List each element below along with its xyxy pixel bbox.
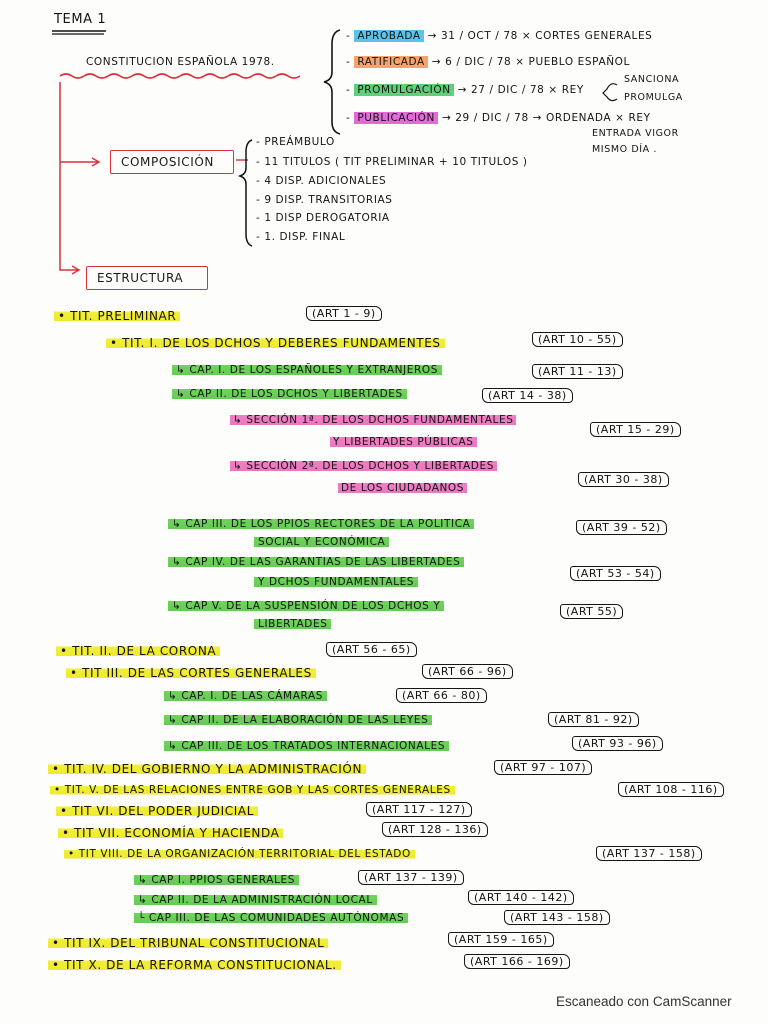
composicion-item-5: - 1 DISP DEROGATORIA — [256, 212, 390, 224]
art-t8-cap2: (ART 140 - 142) — [468, 890, 574, 905]
tit-1-cap-3-line-1 — [168, 518, 474, 530]
art-tit-preliminar: (ART 1 - 9) — [306, 306, 382, 321]
tit-8-cap-3-text: └ CAP III. DE LAS COMUNIDADES AUTÓNOMAS — [134, 912, 408, 924]
label-publicacion: PUBLICACIÓN — [354, 112, 438, 124]
brace-composicion — [240, 140, 252, 246]
tit-8-cap-3 — [134, 912, 408, 924]
art-t3-cap3: (ART 93 - 96) — [572, 736, 663, 751]
tit-1 — [106, 336, 445, 350]
art-tit-9: (ART 159 - 165) — [448, 932, 554, 947]
tit-8-cap-2 — [134, 894, 377, 906]
seccion-2-line-2 — [338, 482, 467, 494]
seccion-2-text-1: ↳ SECCIÓN 2ª. DE LOS DCHOS Y LIBERTADES — [230, 460, 497, 472]
tit-4 — [48, 762, 366, 776]
text-publicacion: → 29 / DIC / 78 → ORDENADA × REY — [441, 112, 651, 124]
art-tit-5: (ART 108 - 116) — [618, 782, 724, 797]
note-mismo-dia: MISMO DÍA . — [592, 144, 657, 155]
tema-title: TEMA 1 — [54, 12, 107, 27]
tit-8-cap-1-text: ↳ CAP I. PPIOS GENERALES — [134, 874, 299, 886]
composicion-item-4: - 9 DISP. TRANSITORIAS — [256, 194, 393, 206]
art-t1-cap3: (ART 39 - 52) — [576, 520, 667, 535]
camscanner-watermark: Escaneado con CamScanner — [556, 994, 732, 1009]
tit-1-cap-5-text-2: LIBERTADES — [254, 618, 331, 630]
tit-7 — [58, 826, 283, 840]
tit-6-text: • TIT VI. DEL PODER JUDICIAL — [56, 804, 258, 818]
tit-preliminar-text: • TIT. PRELIMINAR — [54, 309, 180, 323]
tit-1-cap-3-line-2 — [254, 536, 389, 548]
art-t1-cap5: (ART 55) — [560, 604, 623, 619]
tit-7-text: • TIT VII. ECONOMÍA Y HACIENDA — [58, 826, 283, 840]
tit-8-text: • TIT VIII. DE LA ORGANIZACIÓN TERRITORIAL DEL ESTADO — [64, 848, 415, 860]
art-seccion-1: (ART 15 - 29) — [590, 422, 681, 437]
tit-3-cap-3-text: ↳ CAP III. DE LOS TRATADOS INTERNACIONALES — [164, 740, 449, 752]
tit-10-text: • TIT X. DE LA REFORMA CONSTITUCIONAL. — [48, 958, 341, 972]
tit-preliminar — [54, 309, 180, 323]
art-seccion-2: (ART 30 - 38) — [578, 472, 669, 487]
seccion-1-text-1: ↳ SECCIÓN 1ª. DE LOS DCHOS FUNDAMENTALES — [230, 414, 516, 426]
composicion-label: COMPOSICIÓN — [121, 155, 214, 169]
fecha-ratificada: - RATIFICADA → 6 / DIC / 78 × PUEBLO ESPAÑOL — [346, 56, 630, 68]
tit-1-cap-4-text-1: ↳ CAP IV. DE LAS GARANTIAS DE LAS LIBERTADES — [168, 556, 464, 568]
tit-1-cap-2 — [172, 388, 407, 400]
art-tit-3: (ART 66 - 96) — [422, 664, 513, 679]
art-tit-1: (ART 10 - 55) — [532, 332, 623, 347]
art-tit-4: (ART 97 - 107) — [494, 760, 592, 775]
fecha-publicacion: - PUBLICACIÓN → 29 / DIC / 78 → ORDENADA × REY — [346, 112, 651, 124]
tit-3-cap-1 — [164, 690, 327, 702]
red-tree-line — [60, 82, 78, 270]
tit-1-cap-4-line-1 — [168, 556, 464, 568]
tit-1-cap-4-text-2: Y DCHOS FUNDAMENTALES — [254, 576, 418, 588]
estructura-box — [86, 266, 208, 290]
tit-1-cap-3-text-1: ↳ CAP III. DE LOS PPIOS RECTORES DE LA POLITICA — [168, 518, 474, 530]
art-t8-cap3: (ART 143 - 158) — [504, 910, 610, 925]
tit-10 — [48, 958, 341, 972]
seccion-2-line-1 — [230, 460, 497, 472]
fecha-aprobada: - APROBADA → 31 / OCT / 78 × CORTES GENERALES — [346, 30, 653, 42]
art-t3-cap1: (ART 66 - 80) — [396, 688, 487, 703]
tit-9 — [48, 936, 328, 950]
text-ratificada: → 6 / DIC / 78 × PUEBLO ESPAÑOL — [431, 56, 630, 68]
seccion-1-text-2: Y LIBERTADES PÚBLICAS — [330, 436, 477, 448]
art-t3-cap2: (ART 81 - 92) — [548, 712, 639, 727]
tit-5-text: • TIT. V. DE LAS RELACIONES ENTRE GOB Y LAS CORTES GENERALES — [50, 784, 455, 796]
tit-4-text: • TIT. IV. DEL GOBIERNO Y LA ADMINISTRACIÓN — [48, 762, 366, 776]
art-t1-cap1: (ART 11 - 13) — [532, 364, 623, 379]
tit-6 — [56, 804, 258, 818]
tit-2 — [56, 644, 220, 658]
note-promulga: PROMULGA — [624, 92, 683, 103]
tit-1-cap-5-line-2 — [254, 618, 331, 630]
composicion-box — [110, 150, 234, 174]
wavy-underline — [60, 74, 300, 78]
label-aprobada: APROBADA — [354, 30, 423, 42]
tit-1-cap-2-text: ↳ CAP II. DE LOS DCHOS Y LIBERTADES — [172, 388, 407, 400]
art-tit-2: (ART 56 - 65) — [326, 642, 417, 657]
fecha-promulgacion: - PROMULGACIÓN → 27 / DIC / 78 × REY — [346, 84, 584, 96]
tit-8-cap-2-text: ↳ CAP II. DE LA ADMINISTRACIÓN LOCAL — [134, 894, 377, 906]
estructura-label: ESTRUCTURA — [97, 271, 184, 285]
tit-8-cap-1 — [134, 874, 299, 886]
composicion-item-1: - PREÁMBULO — [256, 136, 335, 148]
art-t1-cap4: (ART 53 - 54) — [570, 566, 661, 581]
tit-3-cap-3 — [164, 740, 449, 752]
art-tit-10: (ART 166 - 169) — [464, 954, 570, 969]
tit-5 — [50, 784, 455, 796]
tit-3-cap-2-text: ↳ CAP II. DE LA ELABORACIÓN DE LAS LEYES — [164, 714, 432, 726]
text-promulgacion: → 27 / DIC / 78 × REY — [457, 84, 584, 96]
tit-2-text: • TIT. II. DE LA CORONA — [56, 644, 220, 658]
tit-3-text: • TIT III. DE LAS CORTES GENERALES — [66, 666, 316, 680]
tit-3 — [66, 666, 316, 680]
tit-1-cap-5-line-1 — [168, 600, 444, 612]
art-tit-6: (ART 117 - 127) — [366, 802, 472, 817]
tit-1-cap-3-text-2: SOCIAL Y ECONÓMICA — [254, 536, 389, 548]
art-tit-7: (ART 128 - 136) — [382, 822, 488, 837]
seccion-1-line-1 — [230, 414, 516, 426]
composicion-item-2: - 11 TITULOS ( TIT PRELIMINAR + 10 TITULOS ) — [256, 156, 528, 168]
tit-3-cap-2 — [164, 714, 432, 726]
seccion-1-line-2 — [330, 436, 477, 448]
label-ratificada: RATIFICADA — [354, 56, 427, 68]
note-sanciona: SANCIONA — [624, 74, 680, 85]
art-tit-8: (ART 137 - 158) — [596, 846, 702, 861]
tit-8 — [64, 848, 415, 860]
tit-9-text: • TIT IX. DEL TRIBUNAL CONSTITUCIONAL — [48, 936, 328, 950]
label-promulgacion: PROMULGACIÓN — [354, 84, 453, 96]
note-entrada-vigor: ENTRADA VIGOR — [592, 128, 679, 139]
tit-1-text: • TIT. I. DE LOS DCHOS Y DEBERES FUNDAMENTES — [106, 336, 445, 350]
tit-1-cap-1 — [172, 364, 442, 376]
seccion-2-text-2: DE LOS CIUDADANOS — [338, 482, 467, 494]
text-aprobada: → 31 / OCT / 78 × CORTES GENERALES — [427, 30, 653, 42]
composicion-item-3: - 4 DISP. ADICIONALES — [256, 175, 387, 187]
tit-1-cap-4-line-2 — [254, 576, 418, 588]
tit-3-cap-1-text: ↳ CAP. I. DE LAS CÁMARAS — [164, 690, 327, 702]
document-subtitle: CONSTITUCION ESPAÑOLA 1978. — [86, 56, 275, 68]
composicion-item-6: - 1. DISP. FINAL — [256, 231, 346, 243]
tit-1-cap-1-text: ↳ CAP. I. DE LOS ESPAÑOLES Y EXTRANJEROS — [172, 364, 442, 376]
art-t1-cap2: (ART 14 - 38) — [482, 388, 573, 403]
brace-promulgacion — [603, 84, 617, 101]
art-t8-cap1: (ART 137 - 139) — [358, 870, 464, 885]
tit-1-cap-5-text-1: ↳ CAP V. DE LA SUSPENSIÓN DE LOS DCHOS Y — [168, 600, 444, 612]
brace-fechas — [324, 30, 340, 134]
